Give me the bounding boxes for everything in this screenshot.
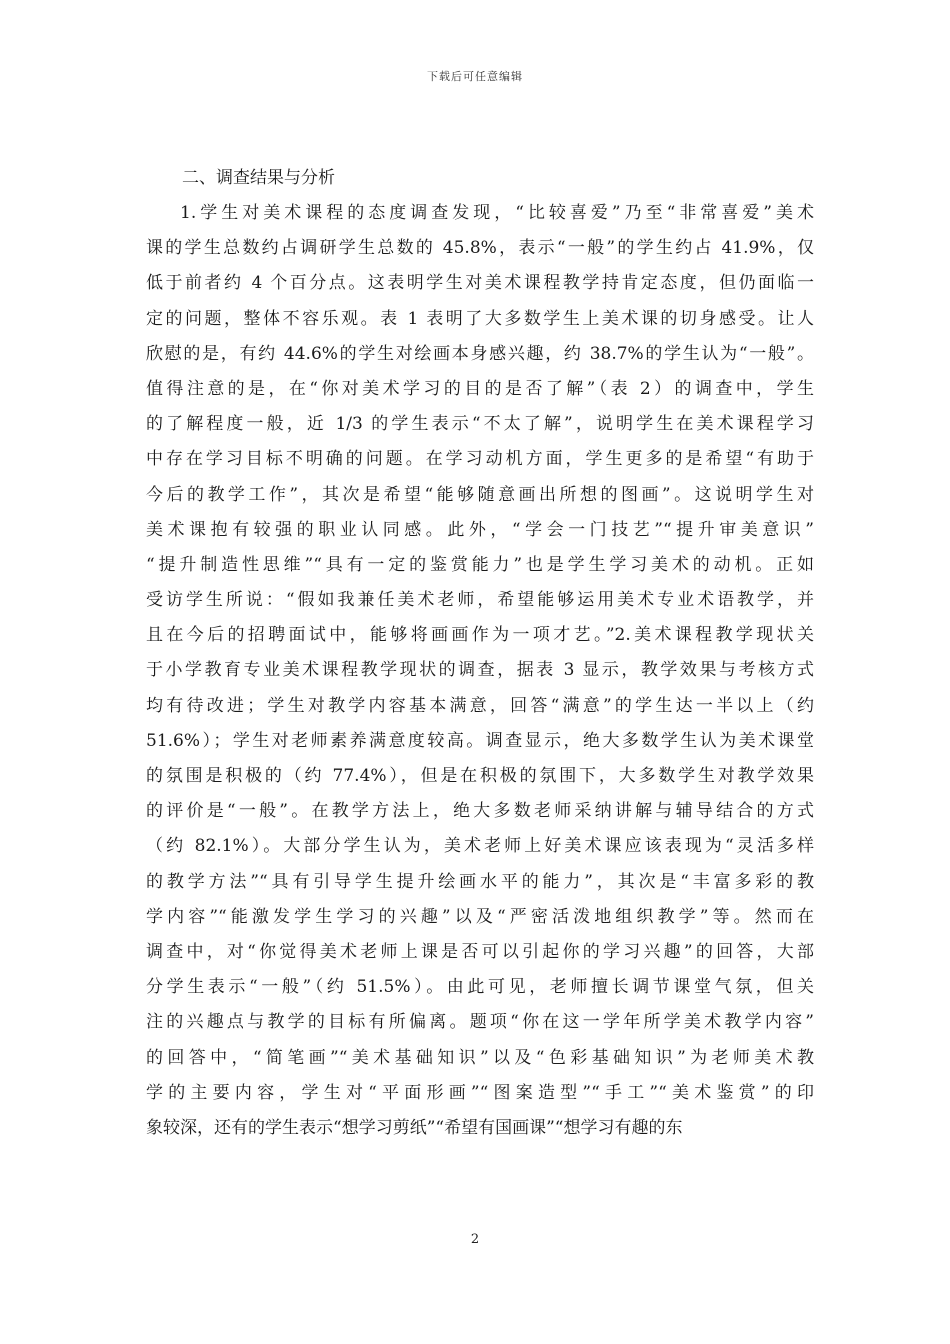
text-line: 低于前者约 4 个百分点。这表明学生对美术课程教学持肯定态度，但仍面临一 bbox=[146, 273, 814, 294]
text-line: 课的学生总数约占调研学生总数的 45.8%，表示“一般”的学生约占 41.9%，仅 bbox=[146, 238, 814, 259]
text-line: 的了解程度一般，近 1/3 的学生表示“不太了解”，说明学生在美术课程学习 bbox=[146, 414, 814, 435]
text-line: 值得注意的是，在“你对美术学习的目的是否了解”（表 2）的调查中，学生 bbox=[146, 378, 814, 399]
document-body bbox=[146, 161, 814, 1146]
text-line: 调查中，对“你觉得美术老师上课是否可以引起你的学习兴趣”的回答，大部 bbox=[146, 941, 814, 962]
text-line: 定的问题，整体不容乐观。表 1 表明了大多数学生上美术课的切身感受。让人 bbox=[146, 308, 814, 329]
text-line: “提升制造性思维”“具有一定的鉴赏能力”也是学生学习美术的动机。正如 bbox=[146, 554, 814, 575]
text-line: 均有待改进；学生对教学内容基本满意，回答“满意”的学生达一半以上（约 bbox=[146, 695, 814, 716]
page-number: 2 bbox=[470, 1232, 480, 1247]
text-line: 分学生表示“一般”（约 51.5%）。由此可见，老师擅长调节课堂气氛，但关 bbox=[146, 977, 814, 998]
text-line: 受访学生所说：“假如我兼任美术老师，希望能够运用美术专业术语教学，并 bbox=[146, 590, 814, 611]
text-line: 学内容”“能激发学生学习的兴趣”以及“严密活泼地组织教学”等。然而在 bbox=[146, 906, 814, 927]
text-line: 注的兴趣点与教学的目标有所偏离。题项“你在这一学年所学美术教学内容” bbox=[146, 1012, 814, 1033]
text-line: 今后的教学工作”，其次是希望“能够随意画出所想的图画”。这说明学生对 bbox=[146, 484, 814, 505]
text-line: 的回答中，“简笔画”“美术基础知识”以及“色彩基础知识”为老师美术教 bbox=[146, 1047, 814, 1068]
text-line: 美术课抱有较强的职业认同感。此外，“学会一门技艺”“提升审美意识” bbox=[146, 519, 814, 540]
text-line: 51.6%）；学生对老师素养满意度较高。调查显示，绝大多数学生认为美术课堂 bbox=[146, 730, 814, 751]
text-line: 的氛围是积极的（约 77.4%），但是在积极的氛围下，大多数学生对教学效果 bbox=[146, 766, 814, 786]
text-line: 象较深，还有的学生表示“想学习剪纸”“希望有国画课”“想学习有趣的东 bbox=[146, 1117, 683, 1138]
body-paragraph bbox=[146, 196, 814, 1146]
section-heading: 二、调查结果与分析 bbox=[182, 168, 335, 188]
text-line: 且在今后的招聘面试中，能够将画画作为一项才艺。”2.美术课程教学现状关 bbox=[146, 625, 814, 646]
text-line: 欣慰的是，有约 44.6%的学生对绘画本身感兴趣，约 38.7%的学生认为“一般”。 bbox=[146, 343, 814, 364]
page-header: 下载后可任意编辑 bbox=[427, 70, 523, 83]
text-line: 中存在学习目标不明确的问题。在学习动机方面，学生更多的是希望“有助于 bbox=[146, 449, 814, 470]
text-line: （约 82.1%）。大部分学生认为，美术老师上好美术课应该表现为“灵活多样 bbox=[146, 836, 814, 857]
text-line: 1.学生对美术课程的态度调查发现，“比较喜爱”乃至“非常喜爱”美术 bbox=[180, 203, 814, 223]
text-line: 的评价是“一般”。在教学方法上，绝大多数老师采纳讲解与辅导结合的方式 bbox=[146, 801, 814, 822]
text-line: 学的主要内容，学生对“平面形画”“图案造型”“手工”“美术鉴赏”的印 bbox=[146, 1082, 814, 1103]
text-line: 于小学教育专业美术课程教学现状的调查，据表 3 显示，教学效果与考核方式 bbox=[146, 660, 814, 681]
text-line: 的教学方法”“具有引导学生提升绘画水平的能力”，其次是“丰富多彩的教 bbox=[146, 871, 814, 892]
